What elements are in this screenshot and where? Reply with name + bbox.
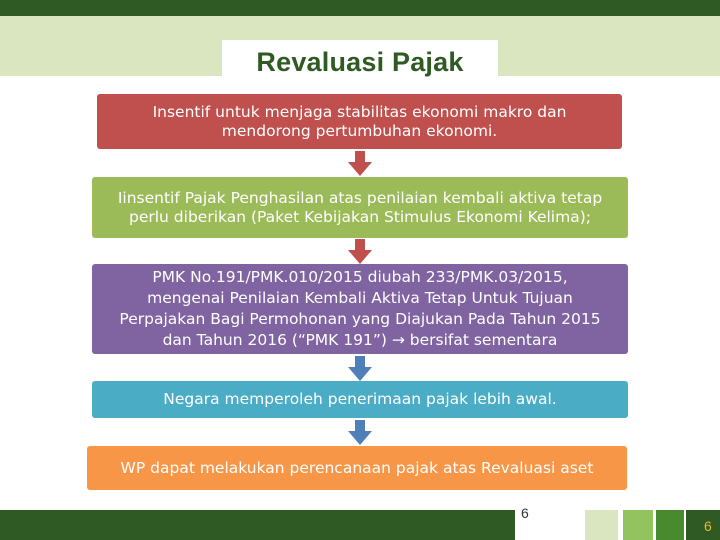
flow-step-1-line-2: mendorong pertumbuhan ekonomi. xyxy=(221,121,498,140)
flow-step-4 xyxy=(92,381,628,418)
footer-swatch-deep xyxy=(656,510,684,540)
footer-dark-block xyxy=(0,510,515,540)
slide-title: Revaluasi Pajak xyxy=(256,46,464,77)
down-arrow-icon xyxy=(347,151,373,177)
flow-step-1 xyxy=(97,94,622,149)
flow-step-2 xyxy=(92,177,628,238)
page-number: 6 xyxy=(521,505,529,521)
flow-step-3-line-2: mengenai Penilaian Kembali Aktiva Tetap Untuk Tujuan xyxy=(147,289,573,307)
flow-step-2-line-2: perlu diberikan (Paket Kebijakan Stimulus Ekonomi Kelima); xyxy=(129,207,591,226)
footer-page-number: 6 xyxy=(704,518,712,534)
title-box xyxy=(222,40,498,82)
flow-step-3 xyxy=(92,264,628,354)
down-arrow-icon xyxy=(347,239,373,265)
flow-step-3-line-1: PMK No.191/PMK.010/2015 diubah 233/PMK.03/2015, xyxy=(152,268,568,286)
flow-step-4-line-1: Negara memperoleh penerimaan pajak lebih awal. xyxy=(163,390,557,408)
flow-step-5-line-1: WP dapat melakukan perencanaan pajak atas Revaluasi aset xyxy=(120,458,594,477)
down-arrow-icon xyxy=(347,356,373,382)
footer-swatch-light xyxy=(585,510,618,540)
footer-bar xyxy=(0,510,720,540)
flow-step-1-line-1: Insentif untuk menjaga stabilitas ekonomi makro dan xyxy=(152,102,567,121)
flow-step-3-line-4: dan Tahun 2016 (“PMK 191”) → bersifat sementara xyxy=(162,331,558,349)
footer-swatch-mid xyxy=(623,510,653,540)
footer-swatch-dark xyxy=(686,510,720,540)
flow-step-5 xyxy=(87,446,627,490)
flow-step-3-line-3: Perpajakan Bagi Permohonan yang Diajukan Pada Tahun 2015 xyxy=(119,310,601,328)
flow-step-2-line-1: Iinsentif Pajak Penghasilan atas penilaian kembali aktiva tetap xyxy=(117,188,603,207)
down-arrow-icon xyxy=(347,420,373,446)
top-stripe xyxy=(0,0,720,16)
